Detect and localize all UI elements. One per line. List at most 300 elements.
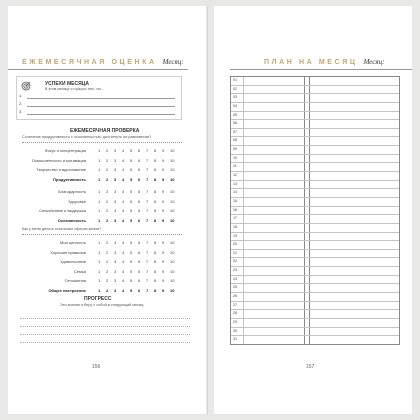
rating-option[interactable]: 4 <box>122 259 125 264</box>
rating-option[interactable]: 10 <box>170 240 175 245</box>
rating-option[interactable]: 8 <box>154 198 157 204</box>
rating-option[interactable]: 3 <box>114 240 117 245</box>
rating-option[interactable]: 1 <box>98 189 101 194</box>
rating-option[interactable]: 4 <box>122 189 125 194</box>
plan-day-cell[interactable] <box>243 146 304 154</box>
rating-option[interactable]: 4 <box>122 176 125 182</box>
rating-option[interactable]: 2 <box>106 208 109 213</box>
scale-row-label: Удовольствие <box>60 259 86 264</box>
rating-option[interactable]: 3 <box>114 268 117 274</box>
plan-day-row[interactable] <box>231 146 399 155</box>
scale-row <box>8 259 206 265</box>
rating-option[interactable]: 5 <box>130 268 133 274</box>
rating-option[interactable]: 9 <box>162 208 165 213</box>
rating-option[interactable]: 3 <box>114 259 117 264</box>
plan-day-row[interactable] <box>231 293 399 302</box>
right-page-number: 157 <box>306 364 315 370</box>
plan-day-cell[interactable] <box>243 328 304 336</box>
right-header <box>264 58 385 66</box>
plan-day-row[interactable] <box>231 319 399 328</box>
progress-subtitle: Эти знания я беру с собой в следующий месяц: <box>60 303 145 307</box>
rating-option[interactable]: 7 <box>146 167 149 172</box>
plan-day-number: 15 <box>233 198 237 203</box>
rating-option[interactable]: 9 <box>162 148 165 153</box>
plan-day-row[interactable] <box>231 198 399 207</box>
rating-option[interactable]: 3 <box>114 217 117 223</box>
rating-option[interactable]: 8 <box>154 176 157 182</box>
rating-option[interactable]: 1 <box>98 148 101 153</box>
plan-day-notes[interactable] <box>309 146 399 154</box>
plan-day-notes[interactable] <box>309 215 399 223</box>
rating-option[interactable]: 5 <box>130 176 133 182</box>
plan-day-cell[interactable] <box>243 215 304 223</box>
rating-option[interactable]: 6 <box>138 259 141 264</box>
rating-option[interactable]: 8 <box>154 259 157 264</box>
rating-option[interactable]: 1 <box>98 249 101 255</box>
plan-day-number: 25 <box>233 285 237 290</box>
rating-option[interactable]: 5 <box>130 157 133 163</box>
plan-day-row[interactable] <box>231 224 399 233</box>
rating-option[interactable]: 1 <box>98 198 101 204</box>
rating-option[interactable]: 8 <box>154 217 157 223</box>
rating-scale <box>98 259 178 264</box>
rating-option[interactable]: 7 <box>146 249 149 255</box>
rating-option[interactable]: 9 <box>162 278 165 283</box>
success-line[interactable] <box>19 101 175 107</box>
success-line-number: 1. <box>19 93 23 98</box>
plan-day-cell[interactable] <box>243 198 304 206</box>
rating-option[interactable]: 3 <box>114 208 117 213</box>
rating-option[interactable]: 8 <box>154 287 157 293</box>
rating-option[interactable]: 6 <box>138 278 141 283</box>
rating-option[interactable]: 3 <box>114 278 117 283</box>
plan-day-number: 16 <box>233 207 237 212</box>
scale-row <box>8 189 206 195</box>
rating-option[interactable]: 8 <box>154 157 157 163</box>
plan-day-notes[interactable] <box>309 336 399 344</box>
rating-option[interactable]: 8 <box>154 148 157 153</box>
rating-option[interactable]: 10 <box>170 208 175 213</box>
rating-option[interactable]: 7 <box>146 259 149 264</box>
rating-option[interactable]: 2 <box>106 167 109 172</box>
rating-option[interactable]: 10 <box>170 176 175 182</box>
rating-option[interactable]: 4 <box>122 278 125 283</box>
rating-option[interactable]: 10 <box>170 249 175 255</box>
rating-option[interactable]: 10 <box>170 268 175 274</box>
left-header-rule <box>8 69 188 70</box>
plan-day-cell[interactable] <box>243 181 304 189</box>
rating-option[interactable]: 3 <box>114 148 117 153</box>
rating-option[interactable]: 2 <box>106 217 109 223</box>
plan-day-number: 17 <box>233 216 237 221</box>
rating-option[interactable]: 7 <box>146 198 149 204</box>
plan-day-notes[interactable] <box>309 103 399 111</box>
plan-day-row[interactable] <box>231 207 399 216</box>
plan-day-row[interactable] <box>231 129 399 138</box>
rating-scale <box>98 288 178 293</box>
rating-option[interactable]: 3 <box>114 167 117 172</box>
rating-option[interactable]: 3 <box>114 157 117 163</box>
rating-option[interactable]: 10 <box>170 278 175 283</box>
rating-option[interactable]: 4 <box>122 287 125 293</box>
plan-day-row[interactable] <box>231 215 399 224</box>
rating-option[interactable]: 7 <box>146 278 149 283</box>
rating-option[interactable]: 6 <box>138 198 141 204</box>
plan-day-notes[interactable] <box>309 293 399 301</box>
rating-option[interactable]: 4 <box>122 198 125 204</box>
rating-option[interactable]: 5 <box>130 198 133 204</box>
rating-option[interactable]: 10 <box>170 198 175 204</box>
scale-row-label: Хорошие привычки <box>50 249 86 255</box>
rating-option[interactable]: 1 <box>98 176 101 182</box>
plan-day-row[interactable] <box>231 120 399 129</box>
scale-row-label: Осознанность <box>57 217 86 223</box>
rating-scale <box>98 177 178 182</box>
rating-option[interactable]: 9 <box>162 249 165 255</box>
plan-day-number: 30 <box>233 328 237 333</box>
plan-day-notes[interactable] <box>309 224 399 232</box>
scale-row-label: Отношения <box>64 278 86 283</box>
right-header-month: Месяц: <box>363 58 385 66</box>
plan-day-notes[interactable] <box>309 276 399 284</box>
plan-day-cell[interactable] <box>243 293 304 301</box>
rating-option[interactable]: 10 <box>170 148 175 153</box>
rating-option[interactable]: 2 <box>106 189 109 194</box>
rating-option[interactable]: 7 <box>146 189 149 194</box>
plan-day-row[interactable] <box>231 250 399 259</box>
plan-day-notes[interactable] <box>309 302 399 310</box>
plan-day-row[interactable] <box>231 233 399 242</box>
right-page <box>214 6 412 414</box>
rating-option[interactable]: 7 <box>146 268 149 274</box>
rating-option[interactable]: 2 <box>106 278 109 283</box>
plan-day-cell[interactable] <box>243 336 304 344</box>
left-header-month: Месяц: <box>162 58 184 66</box>
plan-day-number: 03 <box>233 95 237 100</box>
left-page-number: 156 <box>92 364 101 370</box>
right-header-title: ПЛАН НА МЕСЯЦ <box>264 58 358 66</box>
plan-day-row[interactable] <box>231 284 399 293</box>
plan-day-cell[interactable] <box>243 267 304 275</box>
rating-option[interactable]: 10 <box>170 259 175 264</box>
rating-option[interactable]: 7 <box>146 148 149 153</box>
plan-day-notes[interactable] <box>309 77 399 85</box>
scale-row <box>8 167 206 173</box>
rating-option[interactable]: 2 <box>106 287 109 293</box>
rating-option[interactable]: 4 <box>122 249 125 255</box>
rating-option[interactable]: 1 <box>98 287 101 293</box>
rating-option[interactable]: 2 <box>106 240 109 245</box>
plan-day-cell[interactable] <box>243 276 304 284</box>
scale-row <box>8 177 206 183</box>
rating-option[interactable]: 6 <box>138 148 141 153</box>
rating-option[interactable]: 6 <box>138 208 141 213</box>
target-icon <box>21 81 31 91</box>
plan-day-cell[interactable] <box>243 310 304 318</box>
plan-day-number: 19 <box>233 233 237 238</box>
rating-option[interactable]: 8 <box>154 167 157 172</box>
rating-option[interactable]: 3 <box>114 287 117 293</box>
plan-day-row[interactable] <box>231 137 399 146</box>
plan-day-notes[interactable] <box>309 94 399 102</box>
rating-option[interactable]: 9 <box>162 189 165 194</box>
rating-option[interactable]: 1 <box>98 157 101 163</box>
plan-day-notes[interactable] <box>309 163 399 171</box>
plan-day-row[interactable] <box>231 172 399 181</box>
rating-option[interactable]: 1 <box>98 167 101 172</box>
rating-option[interactable]: 2 <box>106 176 109 182</box>
rating-option[interactable]: 9 <box>162 176 165 182</box>
rating-option[interactable]: 9 <box>162 287 165 293</box>
rating-option[interactable]: 6 <box>138 189 141 194</box>
plan-day-row[interactable] <box>231 181 399 190</box>
rating-option[interactable]: 6 <box>138 249 141 255</box>
rating-option[interactable]: 7 <box>146 217 149 223</box>
plan-day-notes[interactable] <box>309 258 399 266</box>
rating-option[interactable]: 10 <box>170 287 175 293</box>
success-line[interactable] <box>19 109 175 115</box>
scale-row <box>8 208 206 214</box>
plan-day-cell[interactable] <box>243 112 304 120</box>
plan-day-row[interactable] <box>231 267 399 276</box>
plan-day-row[interactable] <box>231 328 399 337</box>
plan-day-row[interactable] <box>231 336 399 344</box>
plan-day-row[interactable] <box>231 189 399 198</box>
rating-option[interactable]: 4 <box>122 157 125 163</box>
rating-option[interactable]: 8 <box>154 208 157 213</box>
rating-option[interactable]: 9 <box>162 217 165 223</box>
left-page <box>8 6 206 414</box>
rating-option[interactable]: 8 <box>154 249 157 255</box>
life-rule <box>22 234 182 235</box>
rating-option[interactable]: 4 <box>122 268 125 274</box>
rating-scale <box>98 250 178 255</box>
plan-day-notes[interactable] <box>309 267 399 275</box>
rating-option[interactable]: 5 <box>130 167 133 172</box>
rating-option[interactable]: 10 <box>170 189 175 194</box>
plan-day-notes[interactable] <box>309 310 399 318</box>
plan-day-notes[interactable] <box>309 181 399 189</box>
rating-option[interactable]: 6 <box>138 287 141 293</box>
plan-day-cell[interactable] <box>243 233 304 241</box>
scale-row-label: Спокойствие и выдержка <box>39 208 86 213</box>
rating-option[interactable]: 2 <box>106 249 109 255</box>
plan-day-notes[interactable] <box>309 319 399 327</box>
plan-day-notes[interactable] <box>309 233 399 241</box>
rating-option[interactable]: 7 <box>146 240 149 245</box>
plan-day-cell[interactable] <box>243 302 304 310</box>
rating-option[interactable]: 8 <box>154 278 157 283</box>
plan-day-number: 07 <box>233 129 237 134</box>
plan-day-number: 12 <box>233 173 237 178</box>
plan-day-cell[interactable] <box>243 129 304 137</box>
rating-option[interactable]: 2 <box>106 198 109 204</box>
rating-option[interactable]: 6 <box>138 268 141 274</box>
plan-day-number: 24 <box>233 276 237 281</box>
scale-row-label: Общее настроение <box>48 287 86 293</box>
plan-day-row[interactable] <box>231 163 399 172</box>
rating-option[interactable]: 9 <box>162 240 165 245</box>
plan-day-cell[interactable] <box>243 94 304 102</box>
rating-option[interactable]: 3 <box>114 198 117 204</box>
plan-day-cell[interactable] <box>243 155 304 163</box>
plan-day-number: 26 <box>233 294 237 299</box>
rating-option[interactable]: 5 <box>130 208 133 213</box>
rating-option[interactable]: 2 <box>106 157 109 163</box>
plan-day-cell[interactable] <box>243 258 304 266</box>
plan-day-row[interactable] <box>231 258 399 267</box>
plan-day-cell[interactable] <box>243 86 304 94</box>
plan-day-notes[interactable] <box>309 137 399 145</box>
scale-row-label: Осмысленность и мотивация <box>31 157 86 163</box>
plan-day-cell[interactable] <box>243 137 304 145</box>
rating-option[interactable]: 1 <box>98 278 101 283</box>
scale-row-label: Семья <box>73 268 86 274</box>
plan-day-notes[interactable] <box>309 284 399 292</box>
rating-option[interactable]: 6 <box>138 176 141 182</box>
plan-day-cell[interactable] <box>243 284 304 292</box>
rating-option[interactable]: 2 <box>106 148 109 153</box>
rating-option[interactable]: 5 <box>130 148 133 153</box>
plan-day-cell[interactable] <box>243 224 304 232</box>
plan-day-number: 27 <box>233 302 237 307</box>
rating-scale <box>98 208 178 213</box>
rating-option[interactable]: 7 <box>146 208 149 213</box>
plan-day-cell[interactable] <box>243 163 304 171</box>
plan-day-notes[interactable] <box>309 250 399 258</box>
progress-title: ПРОГРЕСС <box>84 296 112 302</box>
writing-line[interactable] <box>20 342 190 343</box>
plan-day-notes[interactable] <box>309 172 399 180</box>
plan-day-cell[interactable] <box>243 120 304 128</box>
writing-line[interactable] <box>20 326 190 327</box>
plan-day-number: 09 <box>233 147 237 152</box>
rating-option[interactable]: 5 <box>130 240 133 245</box>
rating-option[interactable]: 5 <box>130 189 133 194</box>
plan-day-number: 06 <box>233 121 237 126</box>
plan-day-cell[interactable] <box>243 189 304 197</box>
plan-day-notes[interactable] <box>309 86 399 94</box>
rating-option[interactable]: 6 <box>138 157 141 163</box>
plan-day-row[interactable] <box>231 155 399 164</box>
rating-option[interactable]: 10 <box>170 217 175 223</box>
rating-option[interactable]: 4 <box>122 208 125 213</box>
writing-line[interactable] <box>20 318 190 319</box>
plan-day-cell[interactable] <box>243 207 304 215</box>
rating-option[interactable]: 1 <box>98 217 101 223</box>
right-header-rule <box>230 69 412 70</box>
rating-option[interactable]: 4 <box>122 167 125 172</box>
plan-day-notes[interactable] <box>309 241 399 249</box>
rating-option[interactable]: 7 <box>146 176 149 182</box>
plan-day-number: 05 <box>233 112 237 117</box>
plan-day-row[interactable] <box>231 112 399 121</box>
rating-option[interactable]: 3 <box>114 189 117 194</box>
writing-line[interactable] <box>20 334 190 335</box>
rating-option[interactable]: 3 <box>114 249 117 255</box>
plan-day-cell[interactable] <box>243 103 304 111</box>
rating-option[interactable]: 3 <box>114 176 117 182</box>
plan-day-cell[interactable] <box>243 241 304 249</box>
rating-option[interactable]: 8 <box>154 240 157 245</box>
plan-day-cell[interactable] <box>243 319 304 327</box>
review-title: ЕЖЕМЕСЯЧНАЯ ПРОВЕРКА <box>70 128 140 134</box>
success-line-number: 2. <box>19 101 23 106</box>
rating-scale <box>98 167 178 172</box>
rating-option[interactable]: 8 <box>154 189 157 194</box>
plan-day-notes[interactable] <box>309 120 399 128</box>
plan-day-cell[interactable] <box>243 172 304 180</box>
rating-option[interactable]: 9 <box>162 157 165 163</box>
rating-option[interactable]: 1 <box>98 208 101 213</box>
rating-option[interactable]: 9 <box>162 268 165 274</box>
rating-option[interactable]: 4 <box>122 148 125 153</box>
success-line[interactable] <box>19 93 175 99</box>
rating-option[interactable]: 7 <box>146 157 149 163</box>
rating-option[interactable]: 5 <box>130 259 133 264</box>
scale-row-label: Продуктивность <box>53 176 86 182</box>
rating-option[interactable]: 1 <box>98 240 101 245</box>
plan-day-notes[interactable] <box>309 207 399 215</box>
scale-row-label: Фокус и концентрация <box>44 148 86 153</box>
rating-option[interactable]: 9 <box>162 198 165 204</box>
rating-option[interactable]: 2 <box>106 259 109 264</box>
rating-option[interactable]: 10 <box>170 167 175 172</box>
rating-option[interactable]: 5 <box>130 278 133 283</box>
left-header-title: ЕЖЕМЕСЯЧНАЯ ОЦЕНКА <box>22 58 157 66</box>
rating-option[interactable]: 5 <box>130 287 133 293</box>
rating-option[interactable]: 5 <box>130 217 133 223</box>
plan-day-row[interactable] <box>231 94 399 103</box>
plan-day-notes[interactable] <box>309 129 399 137</box>
rating-option[interactable]: 10 <box>170 157 175 163</box>
life-question: Как у меня дела в остальных сферах жизни? <box>22 227 102 231</box>
rating-option[interactable]: 9 <box>162 259 165 264</box>
plan-day-notes[interactable] <box>309 328 399 336</box>
rating-option[interactable]: 6 <box>138 240 141 245</box>
rating-option[interactable]: 5 <box>130 249 133 255</box>
plan-day-cell[interactable] <box>243 250 304 258</box>
rating-scale <box>98 269 178 274</box>
plan-day-row[interactable] <box>231 302 399 311</box>
left-header <box>22 58 184 66</box>
rating-scale <box>98 158 178 163</box>
plan-day-row[interactable] <box>231 86 399 95</box>
plan-day-notes[interactable] <box>309 112 399 120</box>
rating-option[interactable]: 6 <box>138 167 141 172</box>
plan-day-row[interactable] <box>231 310 399 319</box>
scale-row-label: Мои ценность <box>60 240 86 245</box>
plan-day-row[interactable] <box>231 276 399 285</box>
rating-option[interactable]: 8 <box>154 268 157 274</box>
rating-option[interactable]: 2 <box>106 268 109 274</box>
rating-option[interactable]: 4 <box>122 240 125 245</box>
plan-day-cell[interactable] <box>243 77 304 85</box>
rating-option[interactable]: 7 <box>146 287 149 293</box>
plan-day-row[interactable] <box>231 103 399 112</box>
rating-option[interactable]: 9 <box>162 167 165 172</box>
plan-day-notes[interactable] <box>309 198 399 206</box>
rating-option[interactable]: 4 <box>122 217 125 223</box>
scale-row-label: Здоровье <box>68 198 86 204</box>
rating-option[interactable]: 6 <box>138 217 141 223</box>
rating-option[interactable]: 1 <box>98 268 101 274</box>
plan-day-row[interactable] <box>231 241 399 250</box>
rating-option[interactable]: 1 <box>98 259 101 264</box>
plan-day-row[interactable] <box>231 77 399 86</box>
plan-day-notes[interactable] <box>309 155 399 163</box>
plan-day-notes[interactable] <box>309 189 399 197</box>
